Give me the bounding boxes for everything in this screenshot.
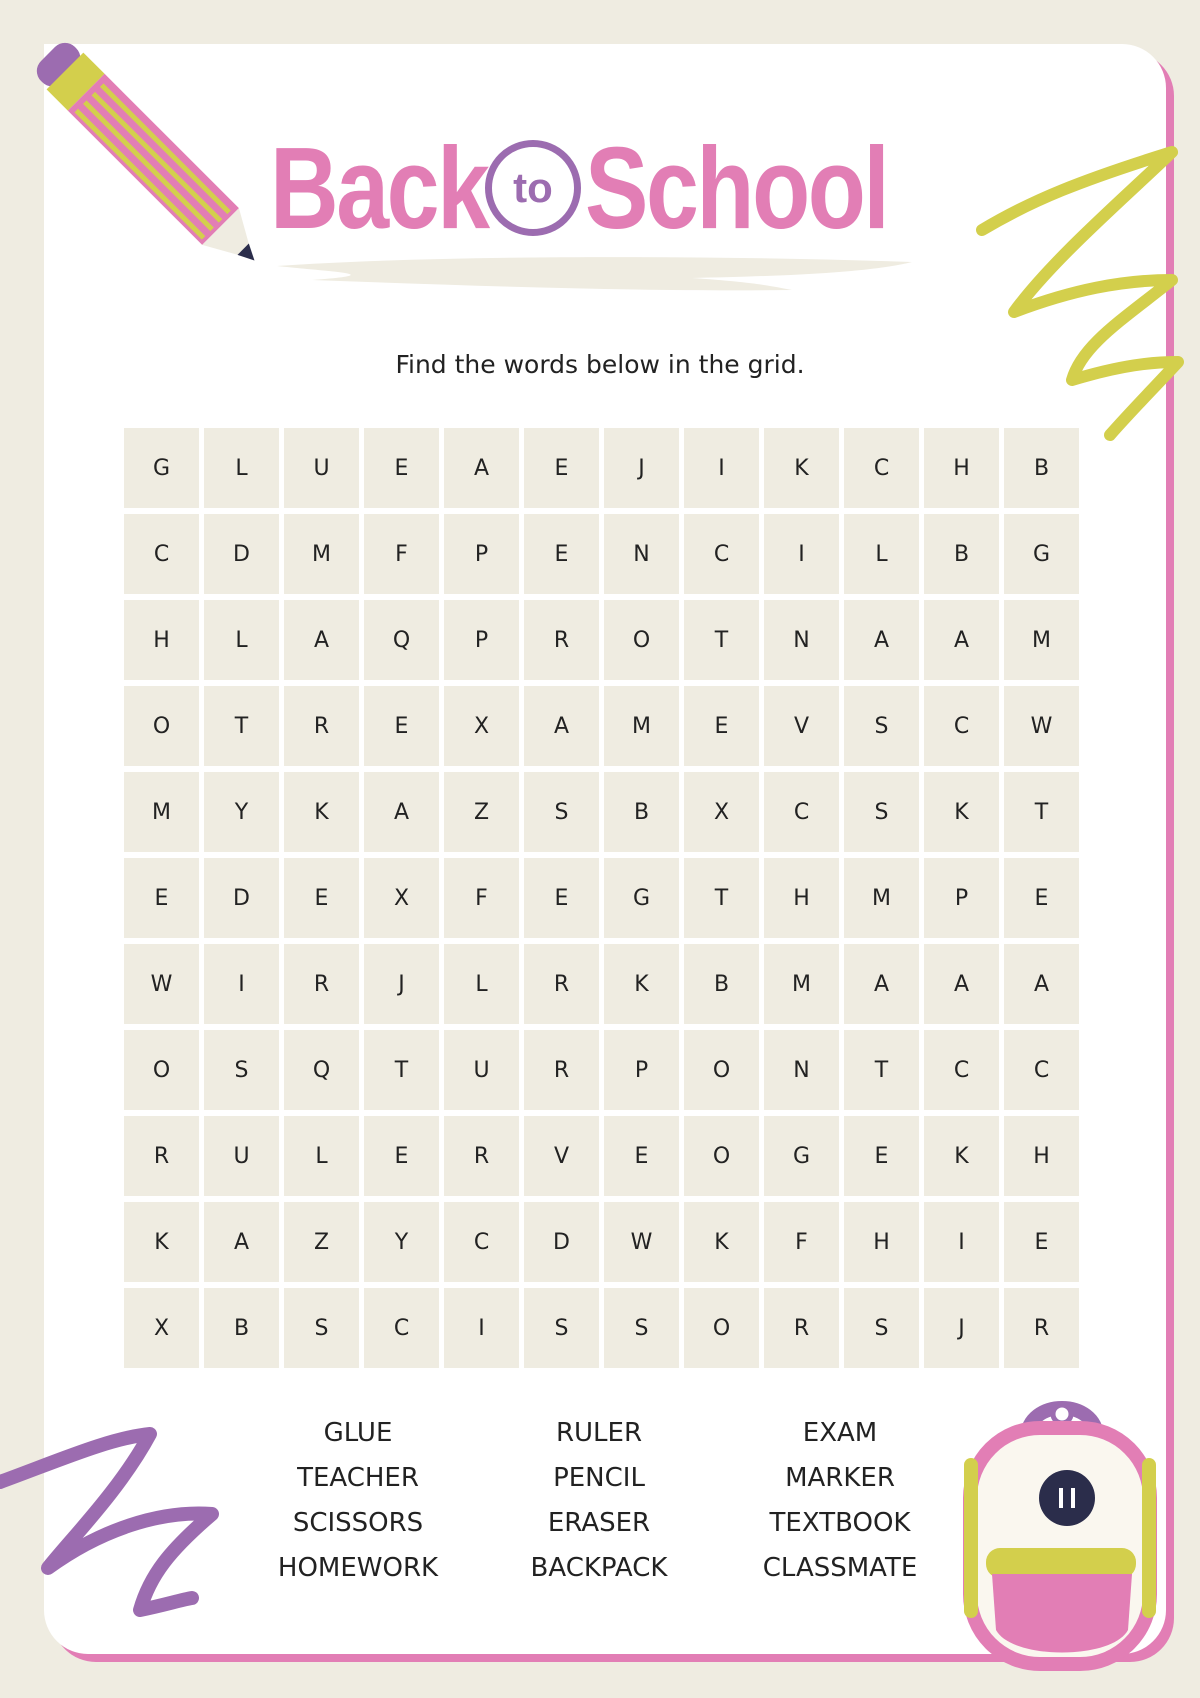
grid-cell[interactable]: T — [364, 1030, 439, 1110]
grid-cell[interactable]: R — [284, 944, 359, 1024]
grid-cell[interactable]: M — [124, 772, 199, 852]
grid-cell[interactable]: E — [364, 686, 439, 766]
grid-cell[interactable]: M — [844, 858, 919, 938]
word-list-item: SCISSORS — [292, 1508, 424, 1538]
grid-cell[interactable]: E — [684, 686, 759, 766]
grid-cell[interactable]: F — [764, 1202, 839, 1282]
grid-cell[interactable]: Z — [284, 1202, 359, 1282]
purple-squiggle-decoration — [0, 1410, 230, 1630]
title-back: Back — [270, 123, 488, 253]
grid-cell[interactable]: P — [444, 514, 519, 594]
grid-cell[interactable]: K — [924, 772, 999, 852]
grid-cell[interactable]: A — [924, 600, 999, 680]
word-search-grid — [124, 428, 1079, 1368]
grid-cell[interactable]: E — [604, 1116, 679, 1196]
grid-cell[interactable]: L — [204, 600, 279, 680]
grid-cell[interactable]: P — [444, 600, 519, 680]
grid-cell[interactable]: D — [524, 1202, 599, 1282]
page-title — [270, 118, 895, 258]
grid-cell[interactable]: S — [844, 686, 919, 766]
grid-cell[interactable]: O — [604, 600, 679, 680]
pencil-icon — [18, 24, 298, 304]
grid-cell[interactable]: X — [124, 1288, 199, 1368]
grid-cell[interactable]: R — [124, 1116, 199, 1196]
word-list-item: HOMEWORK — [277, 1553, 439, 1583]
grid-cell[interactable]: D — [204, 514, 279, 594]
grid-cell[interactable]: S — [204, 1030, 279, 1110]
grid-cell[interactable]: O — [124, 686, 199, 766]
title-to-badge — [485, 140, 581, 236]
grid-cell[interactable]: B — [604, 772, 679, 852]
grid-cell[interactable]: Y — [204, 772, 279, 852]
grid-cell[interactable]: X — [364, 858, 439, 938]
grid-cell[interactable]: R — [1004, 1288, 1079, 1368]
grid-cell[interactable]: U — [204, 1116, 279, 1196]
grid-cell[interactable]: A — [284, 600, 359, 680]
grid-cell[interactable]: C — [444, 1202, 519, 1282]
grid-cell[interactable]: Z — [444, 772, 519, 852]
grid-cell[interactable]: E — [124, 858, 199, 938]
grid-cell[interactable]: G — [604, 858, 679, 938]
grid-cell[interactable]: K — [124, 1202, 199, 1282]
grid-cell[interactable]: J — [364, 944, 439, 1024]
grid-cell[interactable]: A — [844, 600, 919, 680]
grid-cell[interactable]: T — [684, 600, 759, 680]
grid-cell[interactable]: O — [684, 1116, 759, 1196]
grid-cell[interactable]: T — [844, 1030, 919, 1110]
grid-cell[interactable]: R — [444, 1116, 519, 1196]
grid-cell[interactable]: G — [124, 428, 199, 508]
grid-cell[interactable]: C — [764, 772, 839, 852]
grid-cell[interactable]: S — [524, 772, 599, 852]
grid-cell[interactable]: T — [684, 858, 759, 938]
grid-cell[interactable]: D — [204, 858, 279, 938]
grid-cell[interactable]: R — [524, 600, 599, 680]
grid-cell[interactable]: K — [924, 1116, 999, 1196]
grid-cell[interactable]: H — [1004, 1116, 1079, 1196]
grid-cell[interactable]: A — [204, 1202, 279, 1282]
yellow-squiggle-decoration — [972, 140, 1200, 440]
grid-cell[interactable]: A — [924, 944, 999, 1024]
grid-cell[interactable]: V — [524, 1116, 599, 1196]
word-list-item: EXAM — [802, 1418, 878, 1448]
grid-cell[interactable]: N — [764, 1030, 839, 1110]
word-list-item: PENCIL — [553, 1463, 645, 1493]
grid-cell[interactable]: B — [1004, 428, 1079, 508]
grid-cell[interactable]: K — [684, 1202, 759, 1282]
grid-cell[interactable]: T — [1004, 772, 1079, 852]
grid-cell[interactable]: C — [924, 1030, 999, 1110]
grid-cell[interactable]: S — [844, 1288, 919, 1368]
word-list-column-1 — [238, 1417, 478, 1585]
grid-cell[interactable]: L — [284, 1116, 359, 1196]
grid-cell[interactable]: B — [684, 944, 759, 1024]
grid-cell[interactable]: L — [844, 514, 919, 594]
word-list-item: BACKPACK — [530, 1553, 668, 1583]
grid-cell[interactable]: A — [1004, 944, 1079, 1024]
grid-cell[interactable]: S — [844, 772, 919, 852]
grid-cell[interactable]: C — [924, 686, 999, 766]
grid-cell[interactable]: X — [444, 686, 519, 766]
grid-cell[interactable]: E — [524, 514, 599, 594]
word-list-item: MARKER — [785, 1463, 895, 1493]
grid-cell[interactable]: F — [444, 858, 519, 938]
grid-cell[interactable]: O — [684, 1030, 759, 1110]
word-list-item: ERASER — [547, 1508, 651, 1538]
title-school: School — [585, 123, 888, 253]
grid-cell[interactable]: E — [1004, 1202, 1079, 1282]
grid-cell[interactable]: V — [764, 686, 839, 766]
grid-cell[interactable]: L — [444, 944, 519, 1024]
word-list-item: TEXTBOOK — [769, 1508, 911, 1538]
grid-cell[interactable]: C — [684, 514, 759, 594]
grid-cell[interactable]: U — [284, 428, 359, 508]
grid-cell[interactable]: P — [924, 858, 999, 938]
grid-cell[interactable]: E — [524, 428, 599, 508]
grid-cell[interactable]: F — [364, 514, 439, 594]
grid-cell[interactable]: J — [604, 428, 679, 508]
grid-cell[interactable]: A — [364, 772, 439, 852]
grid-cell[interactable]: N — [764, 600, 839, 680]
grid-cell[interactable]: E — [364, 428, 439, 508]
grid-cell[interactable]: I — [764, 514, 839, 594]
grid-cell[interactable]: R — [284, 686, 359, 766]
grid-cell[interactable]: I — [684, 428, 759, 508]
grid-cell[interactable]: T — [204, 686, 279, 766]
grid-cell[interactable]: C — [124, 514, 199, 594]
grid-cell[interactable]: R — [524, 944, 599, 1024]
grid-cell[interactable]: O — [684, 1288, 759, 1368]
grid-cell[interactable]: Y — [364, 1202, 439, 1282]
grid-cell[interactable]: H — [844, 1202, 919, 1282]
grid-cell[interactable]: O — [124, 1030, 199, 1110]
grid-cell[interactable]: A — [444, 428, 519, 508]
grid-cell[interactable]: J — [924, 1288, 999, 1368]
grid-cell[interactable]: C — [364, 1288, 439, 1368]
grid-cell[interactable]: A — [524, 686, 599, 766]
grid-cell[interactable]: N — [604, 514, 679, 594]
grid-cell[interactable]: X — [684, 772, 759, 852]
word-list-item: TEACHER — [297, 1463, 419, 1493]
title-to: to — [513, 164, 553, 211]
grid-cell[interactable]: W — [1004, 686, 1079, 766]
grid-cell[interactable]: G — [764, 1116, 839, 1196]
backpack-icon — [952, 1398, 1182, 1668]
grid-cell[interactable]: S — [604, 1288, 679, 1368]
grid-cell[interactable]: E — [524, 858, 599, 938]
grid-cell[interactable]: H — [124, 600, 199, 680]
grid-cell[interactable]: G — [1004, 514, 1079, 594]
word-list-column-2 — [479, 1417, 719, 1585]
grid-cell[interactable]: I — [204, 944, 279, 1024]
grid-cell[interactable]: L — [204, 428, 279, 508]
grid-cell[interactable]: W — [604, 1202, 679, 1282]
grid-cell[interactable]: K — [284, 772, 359, 852]
brush-underline-decoration — [272, 252, 922, 294]
grid-cell[interactable]: U — [444, 1030, 519, 1110]
grid-cell[interactable]: M — [764, 944, 839, 1024]
grid-cell[interactable]: I — [444, 1288, 519, 1368]
grid-cell[interactable]: M — [1004, 600, 1079, 680]
grid-cell[interactable]: B — [924, 514, 999, 594]
grid-cell[interactable]: E — [364, 1116, 439, 1196]
grid-cell[interactable]: K — [764, 428, 839, 508]
grid-cell[interactable]: K — [604, 944, 679, 1024]
grid-cell[interactable]: R — [524, 1030, 599, 1110]
grid-cell[interactable]: E — [844, 1116, 919, 1196]
grid-cell[interactable]: R — [764, 1288, 839, 1368]
grid-cell[interactable]: A — [844, 944, 919, 1024]
grid-cell[interactable]: C — [844, 428, 919, 508]
grid-cell[interactable]: B — [204, 1288, 279, 1368]
word-list-item: GLUE — [323, 1418, 393, 1448]
grid-cell[interactable]: P — [604, 1030, 679, 1110]
word-list-item: RULER — [555, 1418, 643, 1448]
grid-cell[interactable]: E — [1004, 858, 1079, 938]
grid-cell[interactable]: H — [764, 858, 839, 938]
grid-cell[interactable]: S — [284, 1288, 359, 1368]
grid-cell[interactable]: E — [284, 858, 359, 938]
word-list-item: CLASSMATE — [762, 1553, 918, 1583]
grid-cell[interactable]: C — [1004, 1030, 1079, 1110]
grid-cell[interactable]: S — [524, 1288, 599, 1368]
grid-cell[interactable]: Q — [284, 1030, 359, 1110]
instruction-text: Find the words below in the grid. — [395, 350, 805, 379]
grid-cell[interactable]: H — [924, 428, 999, 508]
grid-cell[interactable]: I — [924, 1202, 999, 1282]
grid-cell[interactable]: W — [124, 944, 199, 1024]
grid-cell[interactable]: M — [284, 514, 359, 594]
grid-cell[interactable]: Q — [364, 600, 439, 680]
grid-cell[interactable]: M — [604, 686, 679, 766]
word-list-column-3 — [720, 1417, 960, 1585]
